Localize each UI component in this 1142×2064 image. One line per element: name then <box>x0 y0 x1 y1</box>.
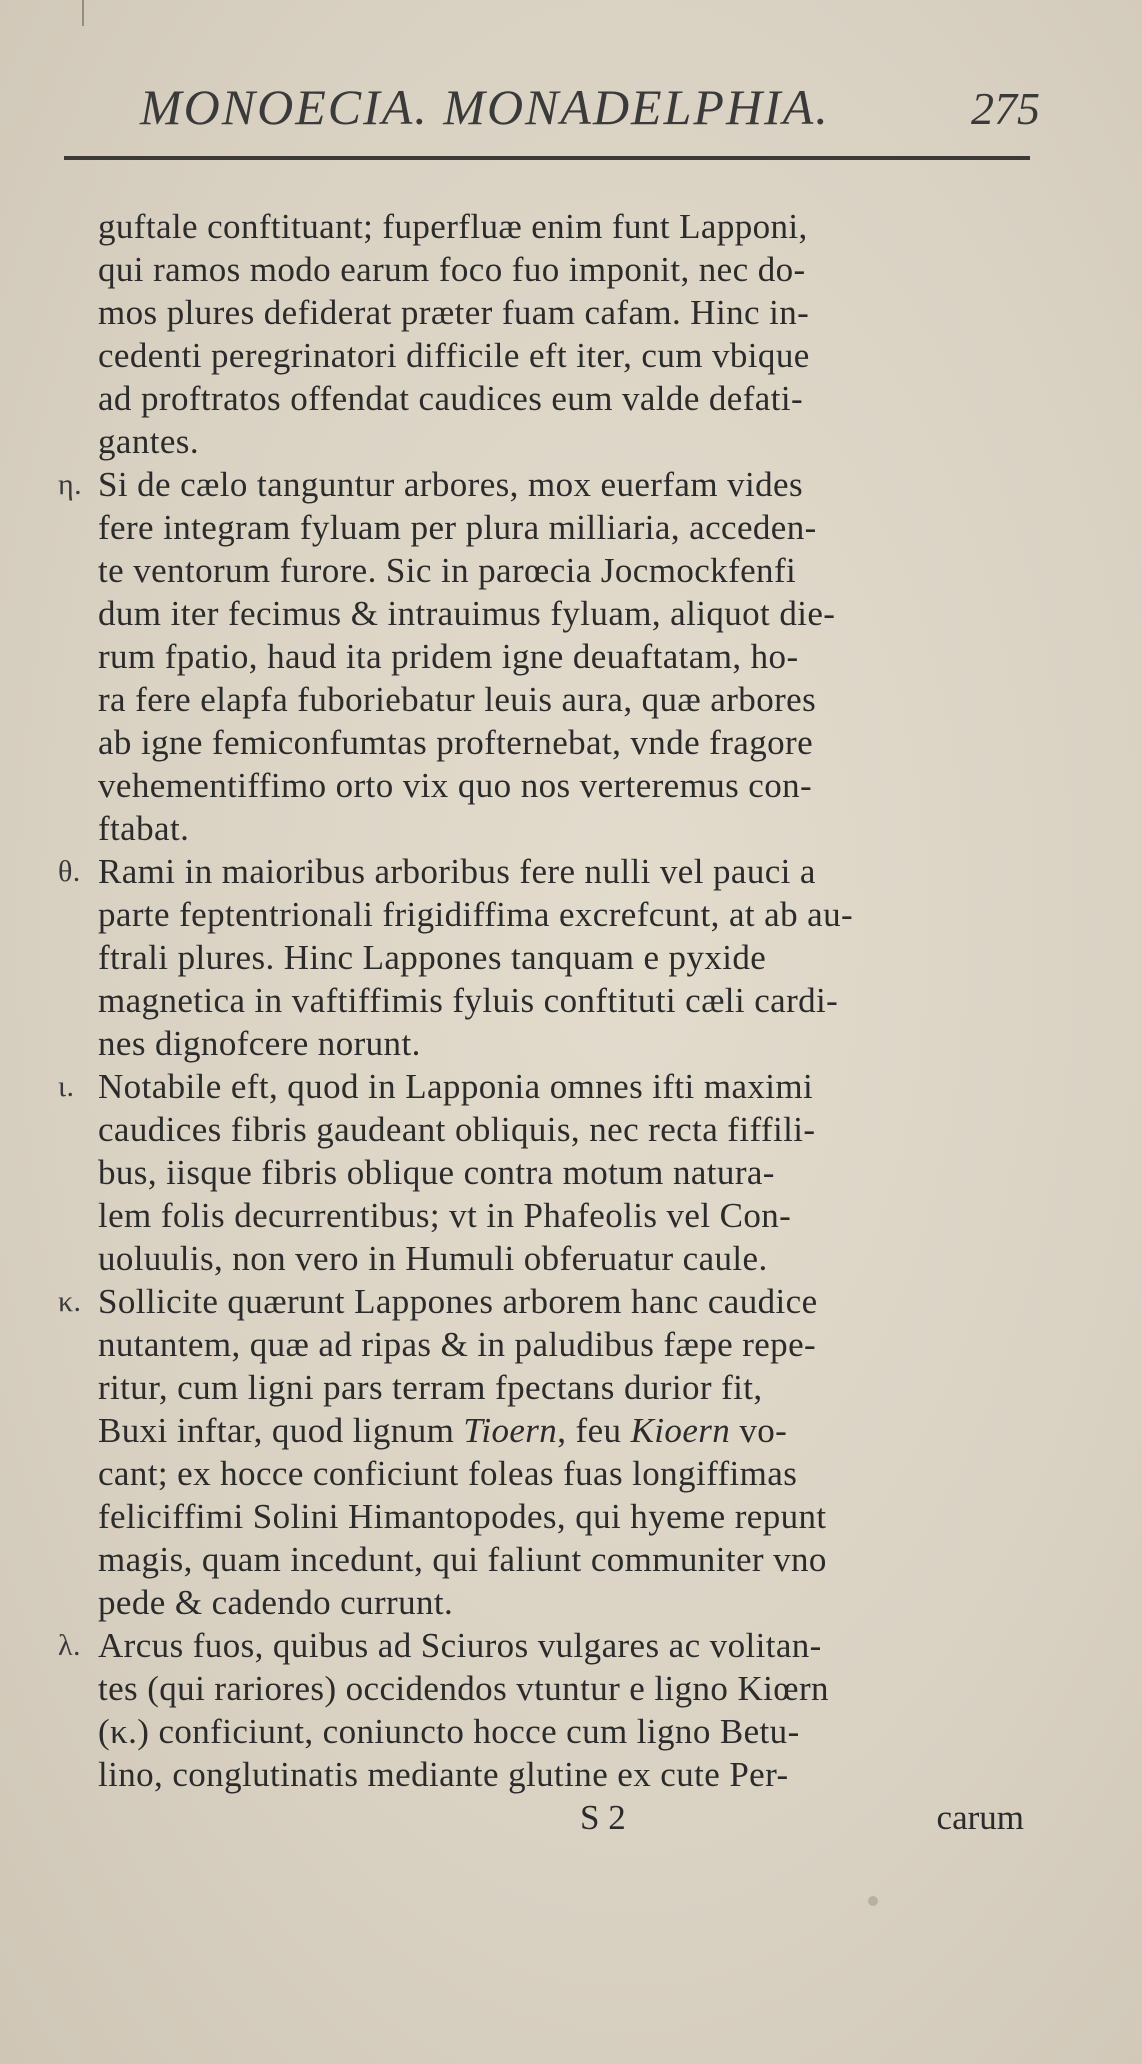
header-rule <box>64 156 1030 160</box>
line-text: magnetica in vaftiffimis fyluis conftituti cæli cardi- <box>98 981 839 1020</box>
text-line <box>98 807 1030 850</box>
body-text <box>58 205 1030 1839</box>
line-text: cant; ex hocce conficiunt foleas fuas longiffimas <box>98 1454 798 1493</box>
text-line <box>98 1237 1030 1280</box>
line-text: vehementiffimo orto vix quo nos verteremus con- <box>98 766 813 805</box>
line-text: te ventorum furore. Sic in parœcia Jocmockfenfi <box>98 551 797 590</box>
text-line <box>98 678 1030 721</box>
text-line <box>98 721 1030 764</box>
text-line <box>58 850 1030 893</box>
line-text: fere integram fyluam per plura milliaria, acceden- <box>98 508 817 547</box>
text-line <box>58 1065 1030 1108</box>
line-text: ab igne femiconfumtas profternebat, vnde fragore <box>98 723 814 762</box>
line-text: ra fere elapfa fuboriebatur leuis aura, quæ arbores <box>98 680 817 719</box>
text-line <box>98 420 1030 463</box>
line-text: ftrali plures. Hinc Lappones tanquam e pyxide <box>98 938 767 977</box>
line-text: magis, quam incedunt, qui faliunt communiter vno <box>98 1540 827 1579</box>
italic-term: Kioern <box>630 1411 731 1450</box>
page-header <box>140 78 1040 144</box>
text-line <box>98 1409 1030 1452</box>
line-text: cedenti peregrinatori difficile eft iter, cum vbique <box>98 336 810 375</box>
line-text: Si de cælo tanguntur arbores, mox euerfam vides <box>98 465 804 504</box>
text-line <box>98 979 1030 1022</box>
text-line <box>98 1581 1030 1624</box>
text-line <box>98 1452 1030 1495</box>
line-text: ad proftratos offendat caudices eum valde defati- <box>98 379 804 418</box>
line-text: nes dignofcere norunt. <box>98 1024 421 1063</box>
text-line <box>98 1667 1030 1710</box>
text-line <box>98 635 1030 678</box>
paragraph-marker: θ. <box>58 855 81 888</box>
line-text: (κ.) conficiunt, coniuncto hocce cum ligno Betu- <box>98 1712 800 1751</box>
text-line <box>98 506 1030 549</box>
line-text: Buxi inftar, quod lignum <box>98 1411 464 1450</box>
line-text: rum fpatio, haud ita pridem igne deuaftatam, ho- <box>98 637 799 676</box>
text-line <box>98 1495 1030 1538</box>
text-line <box>98 334 1030 377</box>
line-text: gantes. <box>98 422 199 461</box>
paragraph-marker: ι. <box>58 1070 75 1103</box>
text-line <box>98 377 1030 420</box>
line-text: tes (qui rariores) occidendos vtuntur e ligno Kiœrn <box>98 1669 829 1708</box>
paragraph-marker: η. <box>58 468 82 501</box>
line-text: dum iter fecimus & intrauimus fyluam, aliquot die- <box>98 594 836 633</box>
line-text: , feu <box>557 1411 631 1450</box>
line-text: ftabat. <box>98 809 190 848</box>
paragraph-marker: κ. <box>58 1285 82 1318</box>
line-text: lino, conglutinatis mediante glutine ex cute Per- <box>98 1755 789 1794</box>
line-text: Notabile eft, quod in Lapponia omnes ifti maximi <box>98 1067 814 1106</box>
line-text: pede & cadendo currunt. <box>98 1583 454 1622</box>
text-line <box>98 936 1030 979</box>
line-text: mos plures defiderat præter fuam cafam. Hinc in- <box>98 293 810 332</box>
paper-speck <box>868 1896 878 1906</box>
paragraph-marker: λ. <box>58 1629 81 1662</box>
text-line <box>98 205 1030 248</box>
line-text: bus, iisque fibris oblique contra motum natura- <box>98 1153 775 1192</box>
text-line <box>58 463 1030 506</box>
text-line <box>98 1151 1030 1194</box>
text-line <box>58 1624 1030 1667</box>
text-line <box>98 592 1030 635</box>
line-text: guftale conftituant; fuperfluæ enim funt Lapponi, <box>98 207 808 246</box>
text-line <box>98 1323 1030 1366</box>
line-text: lem folis decurrentibus; vt in Phafeolis vel Con- <box>98 1196 792 1235</box>
text-line <box>58 1280 1030 1323</box>
line-text: qui ramos modo earum foco fuo imponit, nec do- <box>98 250 806 289</box>
text-line <box>98 1538 1030 1581</box>
line-text: feliciffimi Solini Himantopodes, qui hyeme repunt <box>98 1497 827 1536</box>
text-line <box>98 291 1030 334</box>
line-text: nutantem, quæ ad ripas & in paludibus fæpe repe- <box>98 1325 817 1364</box>
line-text: uoluulis, non vero in Humuli obferuatur caule. <box>98 1239 768 1278</box>
text-line <box>98 764 1030 807</box>
line-text: vo- <box>730 1411 788 1450</box>
running-head: MONOECIA. MONADELPHIA. <box>140 79 830 135</box>
line-text: Arcus fuos, quibus ad Sciuros vulgares ac volitan- <box>98 1626 822 1665</box>
text-line <box>98 1108 1030 1151</box>
text-line <box>98 1366 1030 1409</box>
catchword: carum <box>936 1798 1024 1837</box>
line-text: parte feptentrionali frigidiffima excrefcunt, at ab au- <box>98 895 854 934</box>
text-line <box>98 1710 1030 1753</box>
gutter-mark <box>82 0 84 26</box>
line-text: Rami in maioribus arboribus fere nulli vel pauci a <box>98 852 816 891</box>
text-line <box>98 1753 1030 1796</box>
page-number: 275 <box>971 83 1040 134</box>
text-line <box>98 1194 1030 1237</box>
text-line <box>98 1022 1030 1065</box>
line-text: Sollicite quærunt Lappones arborem hanc caudice <box>98 1282 818 1321</box>
page-footer <box>98 1796 1030 1839</box>
line-text: ritur, cum ligni pars terram fpectans durior fit, <box>98 1368 763 1407</box>
line-text: caudices fibris gaudeant obliquis, nec recta fiffili- <box>98 1110 816 1149</box>
signature-mark: S 2 <box>580 1798 626 1837</box>
text-line <box>98 248 1030 291</box>
italic-term: Tioern <box>463 1411 558 1450</box>
text-line <box>98 893 1030 936</box>
text-line <box>98 549 1030 592</box>
